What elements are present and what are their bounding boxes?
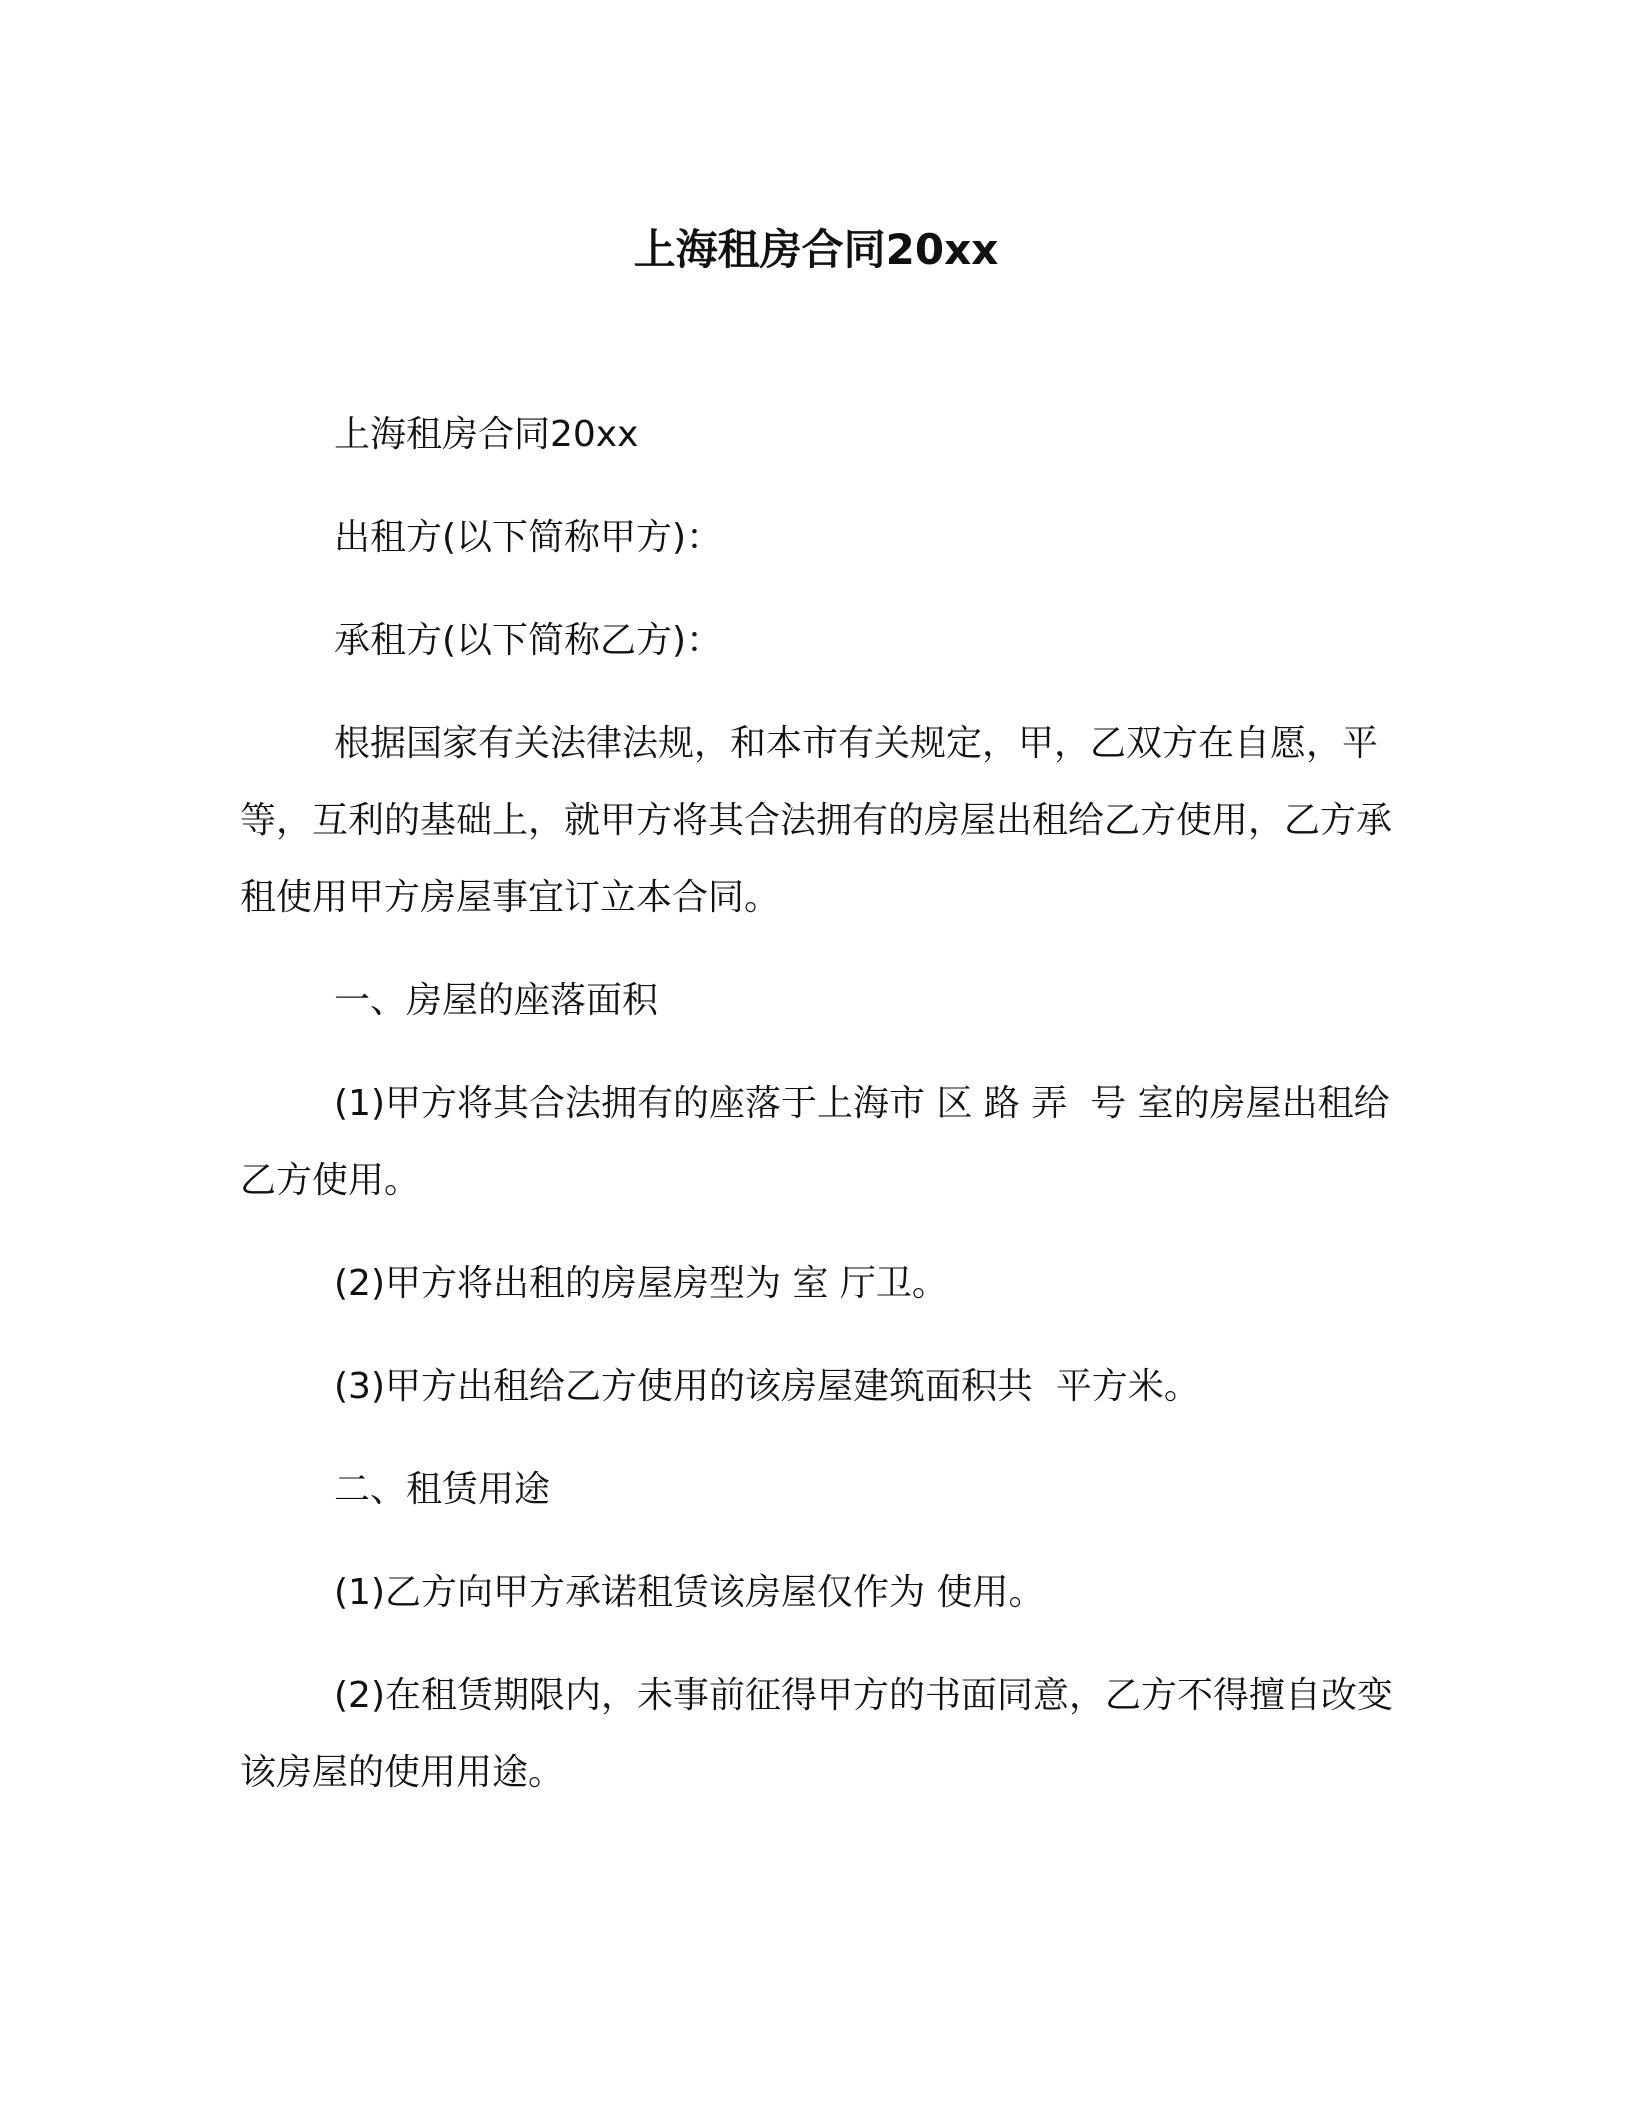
- section-heading-usage: 二、租赁用途: [334, 1469, 551, 1510]
- paragraph-lessor: 出租方(以下简称甲方)：: [334, 517, 723, 558]
- document-body: [240, 396, 1400, 1837]
- section-heading-location-area: 一、房屋的座落面积: [334, 980, 659, 1021]
- clause-1-3: (3)甲方出租给乙方使用的该房屋建筑面积共 平方米。: [334, 1366, 1200, 1407]
- document-title: 上海租房合同20xx: [633, 225, 999, 274]
- paragraph-preamble: 根据国家有关法律法规，和本市有关规定，甲，乙双方在自愿，平等，互利的基础上，就甲方将其合法拥有的房屋出租给乙方使用，乙方承租使用甲方房屋事宜订立本合同。: [240, 723, 1393, 918]
- paragraph-lessee: 承租方(以下简称乙方)：: [334, 620, 723, 661]
- clause-2-1: (1)乙方向甲方承诺租赁该房屋仅作为 使用。: [334, 1572, 1045, 1613]
- clause-1-1: (1)甲方将其合法拥有的座落于上海市 区 路 弄 号 室的房屋出租给乙方使用。: [240, 1083, 1390, 1201]
- clause-2-2: (2)在租赁期限内，未事前征得甲方的书面同意，乙方不得擅自改变该房屋的使用用途。: [240, 1675, 1393, 1793]
- paragraph-subtitle: 上海租房合同20xx: [334, 414, 639, 455]
- clause-1-2: (2)甲方将出租的房屋房型为 室 厅卫。: [334, 1263, 948, 1304]
